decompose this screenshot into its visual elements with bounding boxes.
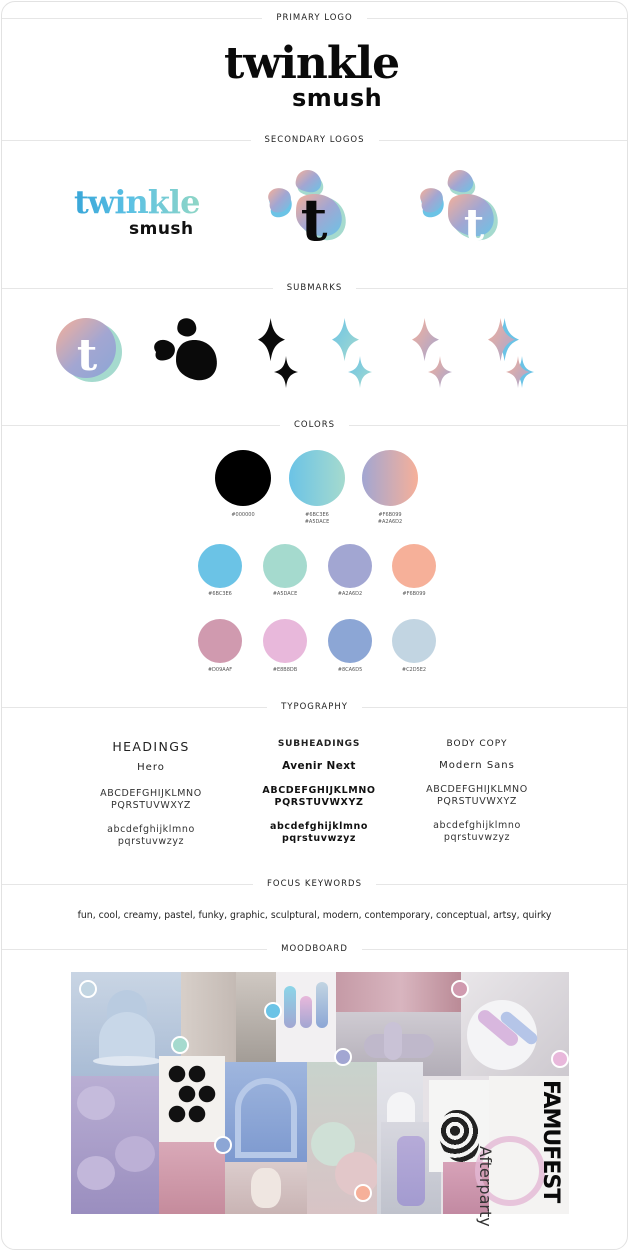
swatch-lavender (328, 544, 372, 588)
mood-tile-corridor (236, 972, 276, 1076)
keywords-list: fun, cool, creamy, pastel, funky, graphic, sculptural, modern, contemporary, conceptual, artsy, quirky (77, 910, 552, 921)
brand-board (1, 1, 628, 1250)
swatch-label: #6BC3E6 #A5DACE (304, 512, 330, 525)
section-title: MOODBOARD (267, 944, 362, 954)
primary-logo-sub: smush (292, 84, 383, 112)
mood-dot-pink (551, 1050, 569, 1068)
mood-dot-pale-blue (79, 980, 97, 998)
submark-sparkles-black (256, 316, 302, 388)
primary-logo-word: twinkle (224, 38, 400, 89)
mark-letter: t (300, 186, 328, 254)
section-title: COLORS (280, 420, 349, 430)
poster-big-text: FAMUFEST (538, 1080, 563, 1203)
section-title: PRIMARY LOGO (262, 13, 366, 23)
section-label-typography (2, 700, 627, 714)
mood-dot-blue (264, 1002, 282, 1020)
type-body-font: Modern Sans (439, 760, 515, 771)
swatch-label: #E8B8DB (272, 667, 298, 673)
mood-tile-poster-gradients (276, 972, 336, 1076)
secondary-logo-gradient-word: twinkle (74, 183, 200, 221)
mood-tile-ice-cream (71, 1076, 159, 1214)
secondary-blob-mark-dark (260, 162, 360, 262)
secondary-blob-mark-light (412, 162, 512, 262)
poster-side-text: Afterparty (476, 1146, 495, 1227)
mood-tile-cream-stack (225, 1162, 307, 1214)
swatch-label: #A2A6D2 (337, 591, 363, 597)
swatch-gradient-aqua (289, 450, 345, 506)
type-subheadings-upper: ABCDEFGHIJKLMNO PQRSTUVWXYZ (262, 785, 376, 809)
type-headings-font: Hero (137, 762, 165, 773)
section-title: SUBMARKS (273, 283, 356, 293)
mood-tile-black-shapes-poster (159, 1056, 225, 1142)
moodboard-collage (71, 972, 569, 1227)
swatch-label: #F6B099 (402, 591, 426, 597)
section-label-colors (2, 418, 627, 432)
swatch-label: #D09AAF (207, 667, 233, 673)
swatch-black (215, 450, 271, 506)
mood-dot-lavender (334, 1048, 352, 1066)
swatch-peach (392, 544, 436, 588)
swatch-pale-blue (392, 619, 436, 663)
mood-tile-pink-cream (336, 972, 466, 1012)
mood-dot-peach (354, 1184, 372, 1202)
swatch-pink (263, 619, 307, 663)
swatch-label: #000000 (231, 512, 255, 518)
section-title: SECONDARY LOGOS (251, 135, 379, 145)
type-subheadings-font: Avenir Next (282, 760, 356, 772)
type-headings-title: HEADINGS (112, 739, 190, 754)
section-label-secondary-logos (2, 133, 627, 147)
mood-tile-afterparty-poster (476, 1076, 569, 1227)
section-label-focus-keywords (2, 877, 627, 891)
swatch-blue (198, 544, 242, 588)
submark-sparkles-aqua (330, 316, 376, 388)
mood-dot-rose (451, 980, 469, 998)
swatch-gradient-peach (362, 450, 418, 506)
swatch-label: #8CA6D5 (337, 667, 363, 673)
submark-black-blobs (150, 316, 220, 386)
swatch-label: #F6B099 #A2A6D2 (377, 512, 403, 525)
type-col-body (377, 739, 577, 844)
submark-circle-t (52, 314, 126, 388)
submark-sparkles-pastel (410, 316, 456, 388)
type-subheadings-lower: abcdefghijklmno pqrstuvwzyz (269, 820, 369, 845)
swatch-label: #C2D5E2 (401, 667, 427, 673)
mood-dot-periwinkle (214, 1136, 232, 1154)
mood-tile-pink-stage (159, 1142, 225, 1214)
section-title: TYPOGRAPHY (267, 702, 362, 712)
swatch-rose (198, 619, 242, 663)
svg-text:t: t (76, 330, 98, 381)
type-body-title: BODY COPY (446, 739, 508, 749)
type-body-upper: ABCDEFGHIJKLMNO PQRSTUVWXYZ (426, 784, 528, 808)
swatch-periwinkle (328, 619, 372, 663)
section-label-submarks (2, 281, 627, 295)
type-headings-upper: ABCDEFGHIJKLMNO PQRSTUVWXYZ (100, 788, 202, 812)
section-label-primary-logo (2, 11, 627, 25)
section-title: FOCUS KEYWORDS (253, 879, 376, 889)
swatch-mint (263, 544, 307, 588)
secondary-logo-sub: smush (129, 219, 194, 239)
type-body-lower: abcdefghijklmno pqrstuvwzyz (433, 819, 521, 844)
section-label-moodboard (2, 942, 627, 956)
mood-dot-mint (171, 1036, 189, 1054)
swatch-label: #6BC3E6 (208, 591, 232, 597)
type-headings-lower: abcdefghijklmno pqrstuvwzyz (107, 823, 195, 848)
type-subheadings-title: SUBHEADINGS (277, 739, 361, 749)
mood-tile-blue-arch-room (225, 1062, 307, 1162)
submark-sparkles-layered (488, 316, 538, 388)
swatch-label: #A5DACE (272, 591, 298, 597)
svg-text:t: t (463, 200, 485, 251)
